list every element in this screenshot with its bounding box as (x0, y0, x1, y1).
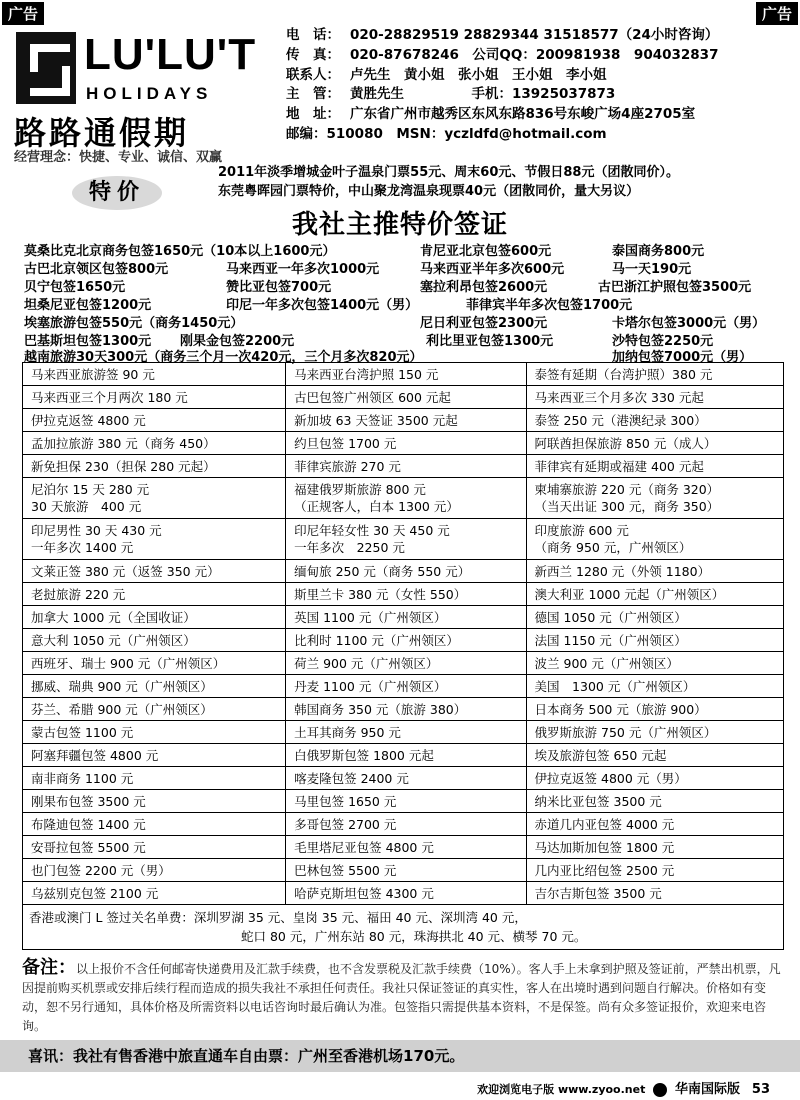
table-cell: 南非商务 1100 元 (23, 767, 286, 790)
table-cell: 缅甸旅 250 元（商务 550 元） (286, 560, 526, 583)
table-row (23, 583, 784, 606)
table-row (23, 409, 784, 432)
table-cell: 伊拉克返签 4800 元（男） (526, 767, 783, 790)
table-cell: 蒙古包签 1100 元 (23, 721, 286, 744)
table-cell: 比利时 1100 元（广州领区） (286, 629, 526, 652)
phone-label: 电 话： (286, 27, 340, 43)
visa-item: 肯尼亚北京包签600元 (420, 244, 552, 259)
globe-icon (653, 1083, 667, 1097)
table-cell: 挪威、瑞典 900 元（广州领区） (23, 675, 286, 698)
table-cell-line: 一年多次 1400 元 (31, 540, 134, 555)
featured-visa-list (0, 240, 800, 365)
table-cell: 喀麦隆包签 2400 元 (286, 767, 526, 790)
table-cell-line: 印尼年轻女性 30 天 450 元 (294, 523, 450, 538)
table-row (23, 455, 784, 478)
table-cell: 菲律宾旅游 270 元 (286, 455, 526, 478)
table-cell (526, 478, 783, 519)
table-cell: 芬兰、希腊 900 元（广州领区） (23, 698, 286, 721)
contacts-label: 联系人： (286, 66, 340, 83)
company-logo (10, 28, 275, 163)
table-cell: 赤道几内亚包签 4000 元 (526, 813, 783, 836)
fax-label: 传 真： (286, 46, 340, 63)
table-cell: 约旦包签 1700 元 (286, 432, 526, 455)
table-cell-line: 印度旅游 600 元 (534, 523, 629, 538)
page-footer (477, 1078, 770, 1097)
remarks (22, 958, 788, 1036)
table-cell: 安哥拉包签 5500 元 (23, 836, 286, 859)
table-cell: 马里包签 1650 元 (286, 790, 526, 813)
hk-macau-fee-line: 蛇口 80 元，广州东站 80 元，珠海拱北 40 元、横琴 70 元。 (241, 929, 587, 944)
visa-item: 古巴北京领区包签800元 (24, 262, 169, 277)
logo-name: LU'LU'T (84, 30, 257, 79)
table-cell: 巴林包签 5500 元 (286, 859, 526, 882)
table-row (23, 859, 784, 882)
table-row (23, 721, 784, 744)
table-cell: 新免担保 230（担保 280 元起） (23, 455, 286, 478)
table-cell: 马来西亚三个月多次 330 元起 (526, 386, 783, 409)
visa-item: 加纳包签7000元（男） (612, 350, 753, 365)
table-row (23, 698, 784, 721)
promo-line: 东莞粤晖园门票特价，中山聚龙湾温泉现票40元（团散同价，量大另议） (218, 184, 640, 199)
table-row (23, 606, 784, 629)
visa-item: 坦桑尼亚包签1200元 (24, 298, 152, 313)
logo-chinese-name: 路路通假期 (14, 114, 190, 152)
visa-item: 莫桑比克北京商务包签1650元（10本以上1600元） (24, 244, 336, 259)
special-price-badge: 特价 (72, 176, 162, 210)
post-value: 510080 MSN：yczldfd@hotmail.com (326, 125, 607, 142)
table-cell-line: （当天出证 300 元，商务 350） (534, 499, 720, 514)
visa-item: 马来西亚一年多次1000元 (226, 262, 380, 277)
table-cell: 阿塞拜疆包签 4800 元 (23, 744, 286, 767)
table-cell: 英国 1100 元（广州领区） (286, 606, 526, 629)
contact-block (286, 26, 796, 145)
table-cell: 德国 1050 元（广州领区） (526, 606, 783, 629)
visa-item: 赞比亚包签700元 (226, 280, 332, 295)
visa-item: 沙特包签2250元 (612, 334, 714, 349)
table-cell: 马来西亚三个月两次 180 元 (23, 386, 286, 409)
table-row (23, 882, 784, 905)
table-cell-line: （商务 950 元，广州领区） (534, 540, 692, 555)
table-cell: 马来西亚旅游签 90 元 (23, 363, 286, 386)
address-label: 地 址： (286, 106, 340, 123)
table-cell: 新加坡 63 天签证 3500 元起 (286, 409, 526, 432)
visa-item: 尼日利亚包签2300元 (420, 316, 548, 331)
promo-line: 2011年淡季增城金叶子温泉门票55元、周末60元、节假日88元（团散同价）。 (218, 165, 679, 180)
section-headline: 我社主推特价签证 (291, 210, 508, 240)
table-cell: 新西兰 1280 元（外领 1180） (526, 560, 783, 583)
table-cell: 土耳其商务 950 元 (286, 721, 526, 744)
table-cell: 古巴包签广州领区 600 元起 (286, 386, 526, 409)
table-cell: 毛里塔尼亚包签 4800 元 (286, 836, 526, 859)
visa-item: 越南旅游30天300元（商务三个月一次420元，三个月多次820元） (24, 350, 423, 365)
table-cell: 几内亚比绍包签 2500 元 (526, 859, 783, 882)
manager-label: 主 管： (286, 86, 340, 103)
table-cell: 西班牙、瑞士 900 元（广州领区） (23, 652, 286, 675)
visa-item: 卡塔尔包签3000元（男） (612, 316, 766, 331)
table-cell: 阿联酋担保旅游 850 元（成人） (526, 432, 783, 455)
table-cell: 埃及旅游包签 650 元起 (526, 744, 783, 767)
page-number: 53 (751, 1082, 770, 1097)
table-cell: 伊拉克返签 4800 元 (23, 409, 286, 432)
visa-item: 塞拉利昂包签2600元 (420, 280, 548, 295)
table-cell: 菲律宾有延期或福建 400 元起 (526, 455, 783, 478)
table-cell: 哈萨克斯坦包签 4300 元 (286, 882, 526, 905)
table-cell: 韩国商务 350 元（旅游 380） (286, 698, 526, 721)
logo-motto: 经营理念：快捷、专业、诚信、双赢 (14, 150, 223, 165)
table-row (23, 386, 784, 409)
post-label: 邮编： (286, 125, 327, 142)
table-row (23, 675, 784, 698)
table-cell: 乌兹别克包签 2100 元 (23, 882, 286, 905)
table-cell-line: 柬埔寨旅游 220 元（商务 320） (534, 482, 720, 497)
table-cell: 美国 1300 元（广州领区） (526, 675, 783, 698)
visa-price-table (22, 362, 784, 950)
ad-tag-right: 广告 (756, 2, 798, 25)
fax-value: 020-87678246 公司QQ：200981938 904032837 (350, 46, 719, 63)
table-cell: 也门包签 2200 元（男） (23, 859, 286, 882)
table-cell-line: 福建俄罗斯旅游 800 元 (294, 482, 426, 497)
table-cell: 马来西亚台湾护照 150 元 (286, 363, 526, 386)
table-cell: 澳大利亚 1000 元起（广州领区） (526, 583, 783, 606)
table-cell: 泰签 250 元（港澳纪录 300） (526, 409, 783, 432)
table-row (23, 363, 784, 386)
table-row (23, 767, 784, 790)
table-cell: 马达加斯加包签 1800 元 (526, 836, 783, 859)
manager-value: 黄胜先生 手机：13925037873 (350, 86, 616, 103)
visa-item: 泰国商务800元 (612, 244, 705, 259)
visa-item: 马来西亚半年多次600元 (420, 262, 565, 277)
visa-item: 菲律宾半年多次包签1700元 (466, 298, 633, 313)
news-bar: 喜讯：我社有售香港中旅直通车自由票：广州至香港机场170元。 (0, 1040, 800, 1072)
phone-value: 020-28829519 28829344 31518577（24小时咨询） (350, 27, 719, 43)
table-row (23, 478, 784, 519)
visa-item: 埃塞旅游包签550元（商务1450元） (24, 316, 244, 331)
visa-item: 古巴浙江护照包签3500元 (598, 280, 752, 295)
table-cell (23, 519, 286, 560)
table-row (23, 836, 784, 859)
table-cell: 斯里兰卡 380 元（女性 550） (286, 583, 526, 606)
address-value: 广东省广州市越秀区东风东路836号东峻广场4座2705室 (350, 106, 696, 123)
table-cell: 波兰 900 元（广州领区） (526, 652, 783, 675)
visa-item: 马一天190元 (612, 262, 692, 277)
table-row (23, 629, 784, 652)
table-row (23, 744, 784, 767)
table-row (23, 652, 784, 675)
table-cell: 意大利 1050 元（广州领区） (23, 629, 286, 652)
visa-price-table-body (23, 363, 784, 905)
table-cell: 泰签有延期（台湾护照）380 元 (526, 363, 783, 386)
ad-tag-left: 广告 (2, 2, 44, 25)
table-cell: 白俄罗斯包签 1800 元起 (286, 744, 526, 767)
table-cell-line: 一年多次 2250 元 (294, 540, 405, 555)
table-cell (526, 519, 783, 560)
table-cell: 孟加拉旅游 380 元（商务 450） (23, 432, 286, 455)
visa-item: 利比里亚包签1300元 (426, 334, 554, 349)
hk-macau-fee-cell (23, 905, 784, 950)
table-footer-row (23, 905, 784, 950)
logo-s-icon (16, 32, 76, 104)
visa-item: 贝宁包签1650元 (24, 280, 126, 295)
table-cell: 加拿大 1000 元（全国收证） (23, 606, 286, 629)
table-cell: 多哥包签 2700 元 (286, 813, 526, 836)
table-cell-line: 印尼男性 30 天 430 元 (31, 523, 162, 538)
contacts-value: 卢先生 黄小姐 张小姐 王小姐 李小姐 (350, 66, 607, 83)
visa-item: 印尼一年多次包签1400元（男） (226, 298, 419, 313)
table-cell: 纳米比亚包签 3500 元 (526, 790, 783, 813)
table-cell: 俄罗斯旅游 750 元（广州领区） (526, 721, 783, 744)
table-cell: 布隆迪包签 1400 元 (23, 813, 286, 836)
table-cell: 荷兰 900 元（广州领区） (286, 652, 526, 675)
table-cell (286, 478, 526, 519)
table-cell: 吉尔吉斯包签 3500 元 (526, 882, 783, 905)
table-cell: 老挝旅游 220 元 (23, 583, 286, 606)
table-row (23, 560, 784, 583)
table-cell-line: 尼泊尔 15 天 280 元 (31, 482, 150, 497)
table-cell-line: 30 天旅游 400 元 (31, 499, 142, 514)
promo-lines (218, 163, 679, 201)
table-cell: 文莱正签 380 元（返签 350 元） (23, 560, 286, 583)
footer-publication: 华南国际版 (675, 1082, 741, 1097)
table-row (23, 519, 784, 560)
table-cell: 法国 1150 元（广州领区） (526, 629, 783, 652)
table-cell (286, 519, 526, 560)
remarks-text: 以上报价不含任何邮寄快递费用及汇款手续费，也不含发票税及汇款手续费（10%）。客人手上未拿到护照及签证前，严禁出机票，凡因提前购买机票或安排后续行程而造成的损失我社不承担任何责任。我社只保证签证的真实性，客人在出境时遇到问题自行解决。价格如有变动，恕不另行通知，具体价格及所需资料以电话咨询时最后确认为准。包签指只需提供基本资料，不是保签。尚有众多签证报价，欢迎来电咨询。 (22, 962, 781, 1033)
footer-browse: 欢迎浏览电子版 www.zyoo.net (477, 1083, 646, 1096)
table-cell: 日本商务 500 元（旅游 900） (526, 698, 783, 721)
table-cell (23, 478, 286, 519)
table-row (23, 790, 784, 813)
visa-item: 巴基斯坦包签1300元 (24, 334, 152, 349)
table-row (23, 432, 784, 455)
logo-subtitle: HOLIDAYS (86, 84, 213, 103)
hk-macau-fee-line: 香港或澳门 L 签过关名单费：深圳罗湖 35 元、皇岗 35 元、福田 40 元、深圳湾 40 元， (29, 910, 527, 925)
table-row (23, 813, 784, 836)
table-cell-line: （正规客人，白本 1300 元） (294, 499, 459, 514)
table-cell: 刚果布包签 3500 元 (23, 790, 286, 813)
visa-item: 刚果金包签2200元 (180, 334, 295, 349)
remarks-label: 备注： (22, 957, 76, 978)
table-cell: 丹麦 1100 元（广州领区） (286, 675, 526, 698)
